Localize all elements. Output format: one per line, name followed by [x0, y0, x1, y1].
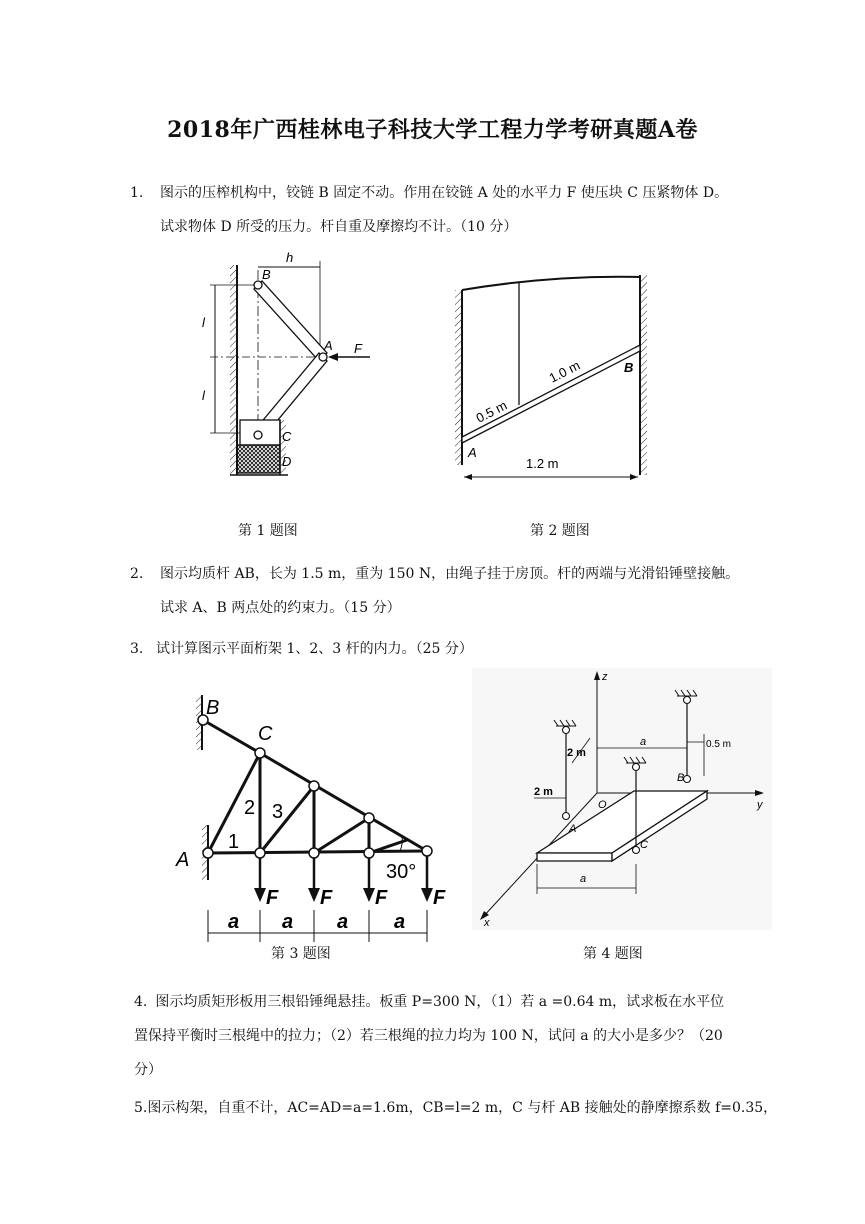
label-F: F: [320, 887, 333, 909]
label-member-2: 2: [244, 797, 256, 819]
question-2: [130, 557, 810, 625]
label-x: x: [484, 917, 490, 929]
label-A: A: [468, 445, 477, 460]
label-2m-lower: 2 m: [534, 786, 553, 798]
label-B: B: [206, 697, 220, 719]
label-F: F: [266, 887, 279, 909]
question-text-line: [134, 985, 814, 1019]
question-text-line: 分）: [134, 1062, 162, 1078]
label-member-1: 1: [228, 831, 240, 853]
label-1.0m: 1.0 m: [546, 357, 583, 386]
label-a-top: a: [640, 736, 647, 748]
figure-2-bar-between-walls: [452, 265, 662, 490]
label-y: y: [757, 799, 763, 811]
figure-1-caption: 第 1 题图: [238, 523, 298, 539]
label-0.5m: 0.5 m: [706, 739, 732, 750]
question-5: [134, 1091, 814, 1125]
question-text-line: 5.图示构架，自重不计，AC=AD=a=1.6m，CB=l=2 m，C 与杆 AB 接触处的静摩擦系数 f=0.35，: [134, 1100, 778, 1116]
label-C: C: [258, 723, 273, 745]
label-l-lower: l: [202, 388, 205, 403]
question-text-line: 图示均质杆 AB，长为 1.5 m，重为 150 N，由绳子挂于房顶。杆的两端与光滑铅锤壁接触。: [160, 566, 740, 582]
label-a: a: [337, 911, 349, 933]
figure-2-caption: 第 2 题图: [530, 523, 590, 539]
label-a: a: [394, 911, 406, 933]
question-text-line: 试求 A、B 两点处的约束力。（15 分）: [160, 600, 401, 616]
label-z: z: [602, 671, 608, 683]
label-A: A: [569, 823, 577, 835]
label-C: C: [282, 429, 292, 444]
label-F: F: [433, 887, 446, 909]
question-1: [130, 176, 810, 244]
label-1.2m: 1.2 m: [526, 456, 559, 471]
question-text-line: 试计算图示平面桁架 1、2、3 杆的内力。（25 分）: [156, 641, 473, 657]
page-title: 2018年广西桂林电子科技大学工程力学考研真题A卷: [167, 117, 698, 143]
question-3: [130, 632, 810, 666]
question-text-line: 试求物体 D 所受的压力。杆自重及摩擦均不计。（10 分）: [160, 219, 518, 235]
label-a: a: [282, 911, 294, 933]
label-member-3: 3: [272, 801, 284, 823]
label-0.5m: 0.5 m: [473, 397, 510, 426]
question-4: [134, 985, 814, 1087]
label-l-upper: l: [202, 315, 205, 330]
figure-1-press-mechanism: [190, 245, 390, 485]
figure-4-caption: 第 4 题图: [583, 946, 643, 962]
label-F: F: [354, 341, 362, 356]
label-D: D: [282, 454, 292, 469]
label-a: a: [228, 911, 240, 933]
figure-3-caption: 第 3 题图: [271, 946, 331, 962]
label-angle: 30°: [386, 861, 417, 883]
question-text: 图示均质矩形板用三根铅锤绳悬挂。板重 P=300 N，（1）若 a =0.64 m，试求板在水平位: [155, 994, 725, 1010]
question-text-line: 图示的压榨机构中，铰链 B 固定不动。作用在铰链 A 处的水平力 F 使压块 C 压紧物体 D。: [160, 185, 729, 201]
label-F: F: [375, 887, 388, 909]
figure-4-suspended-plate: [472, 668, 772, 930]
label-A: A: [176, 849, 190, 871]
label-O: O: [598, 799, 607, 811]
question-number: 3.: [130, 641, 144, 657]
question-number: 2.: [130, 566, 144, 582]
question-number: 4.: [134, 994, 148, 1010]
label-2m-upper: 2 m: [567, 747, 586, 759]
label-C: C: [640, 839, 648, 851]
figure-3-plane-truss: [172, 690, 462, 945]
label-h: h: [286, 250, 294, 265]
label-B: B: [262, 267, 271, 282]
label-a-bottom: a: [580, 873, 587, 885]
label-A: A: [324, 338, 333, 353]
label-B: B: [624, 360, 634, 375]
label-B: B: [677, 772, 685, 784]
question-number: 1.: [130, 185, 144, 201]
question-text-line: 置保持平衡时三根绳中的拉力；（2）若三根绳的拉力均为 100 N，试问 a 的大小是多少？（20: [134, 1028, 723, 1044]
